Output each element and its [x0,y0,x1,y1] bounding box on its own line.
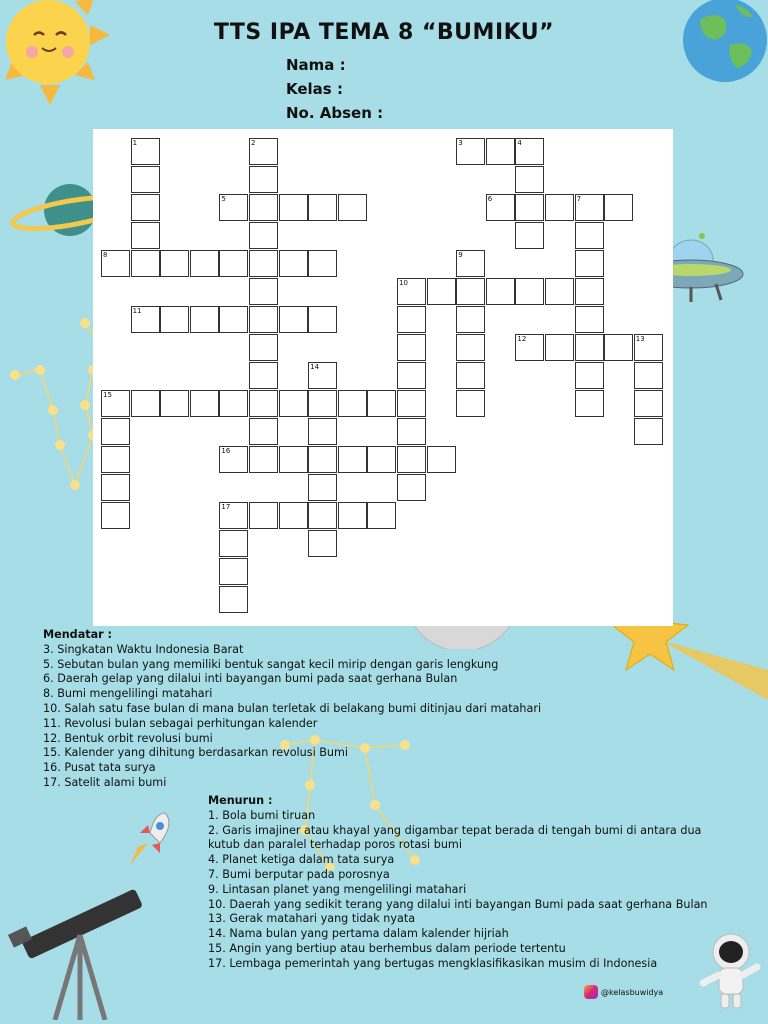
clue-number: 14 [310,363,320,371]
crossword-cell[interactable] [249,418,278,445]
down-clue: 14. Nama bulan yang pertama dalam kalender hijriah [208,927,509,941]
clue-number: 13 [635,335,645,343]
across-clue: 16. Pusat tata surya [43,761,156,775]
across-clue: 5. Sebutan bulan yang memiliki bentuk sangat kecil mirip dengan garis lengkung [43,657,499,671]
crossword-cell[interactable] [308,390,337,417]
crossword-cell[interactable] [486,138,515,165]
crossword-cell[interactable] [190,250,219,277]
across-clue: 3. Singkatan Waktu Indonesia Barat [43,642,244,656]
crossword-cell[interactable] [308,194,337,221]
crossword-cell[interactable] [515,194,544,221]
clue-number: 10 [399,279,408,287]
crossword-cell[interactable] [131,390,160,417]
crossword-cell[interactable] [367,502,396,529]
crossword-cell[interactable] [456,306,485,333]
across-clue: 15. Kalender yang dihitung berdasarkan revolusi Bumi [43,746,349,760]
crossword-cell[interactable] [545,334,574,361]
crossword-cell[interactable] [308,474,337,501]
crossword-cell[interactable] [308,502,337,529]
crossword-cell[interactable] [604,194,633,221]
crossword-cell[interactable] [575,278,604,305]
crossword-cell[interactable] [575,306,604,333]
crossword-cell[interactable] [634,418,663,445]
crossword-cell[interactable] [515,166,544,193]
crossword-cell[interactable] [249,306,278,333]
crossword-cell[interactable] [338,446,367,473]
crossword-cell[interactable] [397,362,426,389]
crossword-cell[interactable] [427,278,456,305]
instagram-handle: @kelasbuwidya [601,987,664,997]
down-clue: 9. Lintasan planet yang mengelilingi matahari [208,882,467,896]
across-clue: 17. Satelit alami bumi [43,775,167,789]
crossword-cell[interactable] [397,390,426,417]
crossword-cell[interactable] [456,362,485,389]
across-clue: 6. Daerah gelap yang dilalui inti bayangan bumi pada saat gerhana Bulan [43,672,458,686]
crossword-cell[interactable] [486,278,515,305]
crossword-cell[interactable] [249,334,278,361]
crossword-cell[interactable] [249,222,278,249]
crossword-cell[interactable] [249,250,278,277]
crossword-cell[interactable] [249,362,278,389]
worksheet-title: TTS IPA TEMA 8 “BUMIKU” [213,20,555,45]
across-clue: 12. Bentuk orbit revolusi bumi [43,731,213,745]
crossword-cell[interactable] [545,194,574,221]
down-clue: 17. Lembaga pemerintah yang bertugas mengklasifikasikan musim di Indonesia [208,956,658,970]
clue-number: 1 [132,139,138,147]
crossword-cell[interactable] [219,530,248,557]
down-clue: 13. Gerak matahari yang tidak nyata [208,912,416,926]
across-clue: 8. Bumi mengelilingi matahari [43,687,213,701]
crossword-cell[interactable] [338,194,367,221]
across-clues [43,628,541,791]
attendance-number-label: No. Absen : [286,104,384,122]
crossword-cell[interactable] [279,502,308,529]
crossword-cell[interactable] [190,390,219,417]
down-heading: Menurun : [208,794,273,807]
crossword-cell[interactable] [249,502,278,529]
clue-number: 11 [132,307,142,315]
clue-number: 6 [487,195,493,203]
crossword-cell[interactable] [160,390,189,417]
across-clue: 11. Revolusi bulan sebagai perhitungan kalender [43,716,318,730]
across-clue: 10. Salah satu fase bulan di mana bulan terletak di belakang bumi ditinjau dari matahari [43,701,542,715]
crossword-cell[interactable] [308,418,337,445]
down-clue: kutub dan paralel terhadap poros rotasi bumi [208,838,462,852]
down-clue: 1. Bola bumi tiruan [208,808,316,822]
crossword-cell[interactable] [397,446,426,473]
crossword-cell[interactable] [308,446,337,473]
down-clue: 2. Garis imajiner atau khayal yang digambar tepat berada di tengah bumi di antara dua [208,823,702,837]
crossword-cell[interactable] [338,390,367,417]
crossword-cell[interactable] [338,502,367,529]
crossword-cell[interactable] [249,446,278,473]
clue-number: 9 [458,251,463,259]
crossword-cell[interactable] [456,334,485,361]
crossword-cell[interactable] [427,446,456,473]
crossword-cell[interactable] [575,334,604,361]
down-clues [208,794,708,972]
crossword-cell[interactable] [190,306,219,333]
clue-number: 3 [458,139,463,147]
clue-number: 7 [576,195,582,203]
clue-number: 5 [221,195,226,203]
crossword-cell[interactable] [575,222,604,249]
crossword-cell[interactable] [101,418,130,445]
crossword-cell[interactable] [279,446,308,473]
crossword-cell[interactable] [397,418,426,445]
crossword-cell[interactable] [515,222,544,249]
clue-number: 4 [517,139,522,147]
crossword-cell[interactable] [308,250,337,277]
down-clue: 10. Daerah yang sedikit terang yang dilalui inti bayangan Bumi pada saat gerhana Bulan [208,897,708,911]
crossword-cell[interactable] [249,390,278,417]
crossword-cell[interactable] [131,166,160,193]
name-field-label: Nama : [286,56,346,74]
across-heading: Mendatar : [43,628,113,641]
crossword-cell[interactable] [367,390,396,417]
crossword-cell[interactable] [131,222,160,249]
crossword-cell[interactable] [575,362,604,389]
class-field-label: Kelas : [286,80,343,98]
crossword-cell[interactable] [545,278,574,305]
crossword-cell[interactable] [634,362,663,389]
crossword-cell[interactable] [101,446,130,473]
clue-number: 17 [221,503,231,511]
crossword-cell[interactable] [249,194,278,221]
crossword-cell[interactable] [575,250,604,277]
crossword-cell[interactable] [101,502,130,529]
crossword-cell[interactable] [456,278,485,305]
crossword-cell[interactable] [160,250,189,277]
crossword-cell[interactable] [397,334,426,361]
crossword-cell[interactable] [131,250,160,277]
crossword-cell[interactable] [131,194,160,221]
crossword-cell[interactable] [367,446,396,473]
down-clue: 7. Bumi berputar pada porosnya [208,867,390,881]
crossword-cell[interactable] [575,390,604,417]
crossword-cell[interactable] [279,194,308,221]
clue-number: 12 [517,335,527,343]
down-clue: 4. Planet ketiga dalam tata surya [208,853,395,867]
clue-number: 8 [103,251,108,259]
crossword-cell[interactable] [101,474,130,501]
clue-number: 16 [221,447,231,455]
crossword-cell[interactable] [249,166,278,193]
crossword-cell[interactable] [308,306,337,333]
crossword-cell[interactable] [515,278,544,305]
instagram-credit [584,985,663,999]
clue-number: 2 [251,139,256,147]
crossword-cell[interactable] [219,558,248,585]
clue-number: 15 [103,391,112,399]
crossword-cell[interactable] [219,586,248,613]
crossword-cell[interactable] [279,306,308,333]
crossword-cell[interactable] [160,306,189,333]
crossword-cell[interactable] [456,390,485,417]
crossword-cell[interactable] [397,306,426,333]
instagram-icon [584,985,598,999]
down-clue: 15. Angin yang bertiup atau berhembus dalam periode tertentu [208,941,566,955]
crossword-cell[interactable] [308,530,337,557]
crossword-cell[interactable] [279,250,308,277]
crossword-cell[interactable] [397,474,426,501]
crossword-cell[interactable] [604,334,633,361]
crossword-cell[interactable] [634,390,663,417]
crossword-cell[interactable] [219,306,248,333]
crossword-cell[interactable] [219,390,248,417]
crossword-cell[interactable] [249,278,278,305]
crossword-cell[interactable] [219,250,248,277]
crossword-cell[interactable] [279,390,308,417]
